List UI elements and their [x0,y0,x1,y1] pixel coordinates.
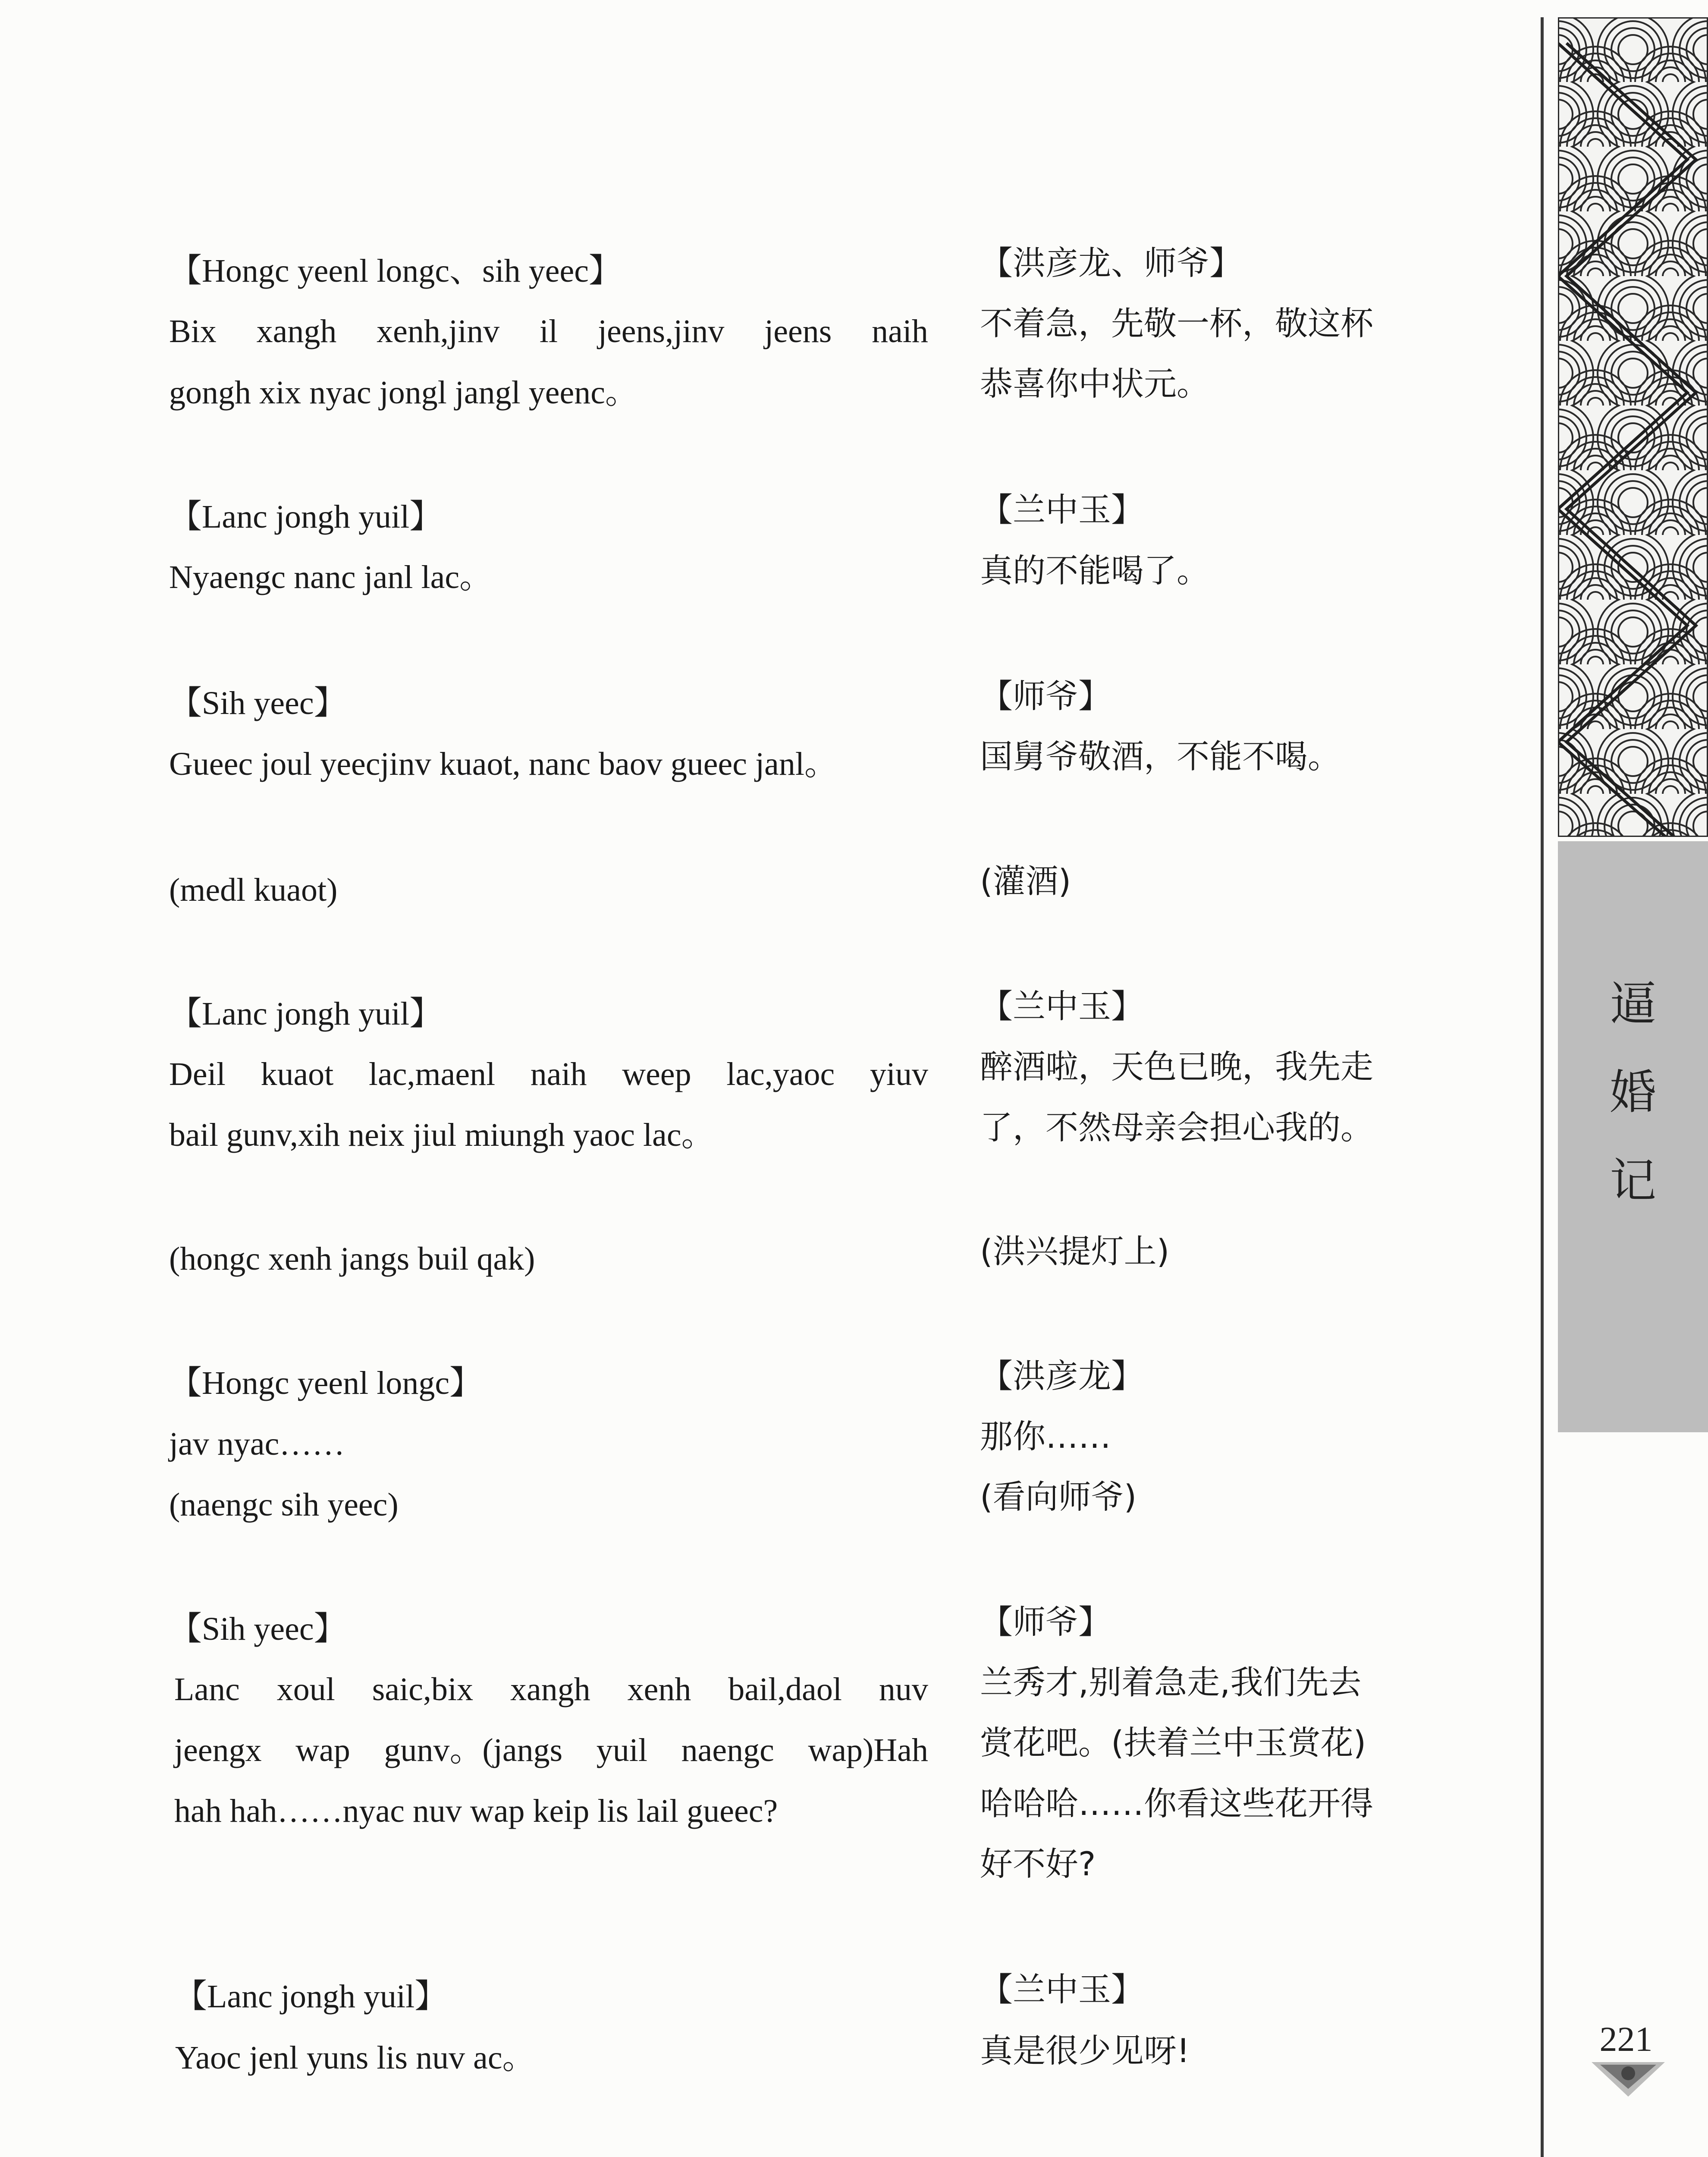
speaker-label: 【洪彦龙、师爷】 [980,244,1242,282]
chapter-title-char: 记 [1609,1154,1656,1208]
dialogue-line: 赏花吧。(扶着兰中玉赏花) [980,1723,1366,1762]
stage-direction: (medl kuaot) [169,872,338,908]
speaker-label: 【Hongc yeenl longc、sih yeec】 [169,253,622,289]
dialogue-line: 兰秀才,别着急走,我们先去 [980,1663,1362,1701]
stage-direction: (naengc sih yeec) [169,1487,399,1523]
speaker-label: 【Lanc jongh yuil】 [174,1978,448,2015]
dialogue-line: Nyaengc nanc janl lac。 [169,559,493,595]
word: xenh [627,1671,691,1707]
word: yiuv [870,1056,928,1092]
dialogue-line: hah hah……nyac nuv wap keip lis lail gueec? [174,1793,778,1829]
word: lac,yaoc [726,1056,835,1092]
speaker-label: 【Sih yeec】 [169,685,347,721]
dialogue-line: 哈哈哈……你看这些花开得 [980,1784,1373,1823]
word: lac,maenl [368,1056,496,1092]
dialogue-line: Gueec joul yeecjinv kuaot, nanc baov gueec janl。 [169,746,837,782]
chapter-title-char: 逼 [1609,977,1656,1031]
word: yuil [596,1732,648,1768]
stage-direction: (看向师爷) [980,1478,1137,1516]
chapter-title-char: 婚 [1609,1066,1656,1119]
dialogue-line [169,315,928,348]
stage-direction: (灌酒) [980,862,1071,900]
word: wap)Hah [808,1732,928,1768]
word: xangh [510,1671,590,1707]
word: kuaot [261,1056,334,1092]
page-number: 221 [1599,2019,1653,2059]
speaker-label: 【兰中玉】 [980,987,1144,1025]
dialogue-line: jav nyac…… [169,1426,345,1462]
margin-rule [1541,17,1544,2157]
word: naengc [681,1732,774,1768]
word: jeens [764,313,832,349]
speaker-label: 【Sih yeec】 [169,1611,347,1647]
word: jeengx [174,1732,262,1768]
word: jeens,jinv [597,313,725,349]
dialogue-line: gongh xix nyac jongl jangl yeenc。 [169,374,638,411]
wave-pattern-ornament [1558,17,1708,837]
dialogue-line: 不着急，先敬一杯，敬这杯 [980,304,1373,343]
dialogue-line: 恭喜你中状元。 [980,365,1209,403]
word: gunv。(jangs [384,1732,563,1768]
dialogue-line [174,1673,928,1706]
dialogue-line: Yaoc jenl yuns lis nuv ac。 [175,2040,535,2076]
speaker-label: 【Lanc jongh yuil】 [169,996,443,1032]
word: weep [622,1056,691,1092]
dialogue-line: 好不好? [980,1845,1096,1883]
speaker-label: 【师爷】 [980,1603,1111,1641]
dialogue-line: 国舅爷敬酒，不能不喝。 [980,737,1341,776]
dialogue-line: 醉酒啦，天色已晚，我先走 [980,1047,1373,1086]
speaker-label: 【Hongc yeenl longc】 [169,1365,483,1401]
word: naih [530,1056,587,1092]
word: bail,daol [728,1671,842,1707]
speaker-label: 【兰中玉】 [980,491,1144,529]
word: wap [295,1732,350,1768]
dialogue-line: bail gunv,xih neix jiul miungh yaoc lac。 [169,1117,714,1153]
word: xoul [276,1671,335,1707]
page-number-ornament-icon [1592,2062,1665,2101]
word: il [539,313,558,349]
word: nuv [879,1671,928,1707]
word: naih [872,313,928,349]
dialogue-line [174,1734,928,1767]
dialogue-line: 了，不然母亲会担心我的。 [980,1108,1373,1147]
word: xenh,jinv [377,313,500,349]
speaker-label: 【Lanc jongh yuil】 [169,499,443,535]
chapter-title-band [1558,841,1708,1432]
dialogue-line: 真是很少见呀! [980,2031,1190,2070]
stage-direction: (洪兴提灯上) [980,1232,1170,1270]
speaker-label: 【师爷】 [980,677,1111,715]
word: Bix [169,313,217,349]
speaker-label: 【兰中玉】 [980,1970,1144,2009]
word: saic,bix [372,1671,474,1707]
word: Deil [169,1056,226,1092]
dialogue-line [169,1058,928,1091]
word: xangh [256,313,337,349]
speaker-label: 【洪彦龙】 [980,1357,1144,1395]
dialogue-line: 那你…… [980,1417,1111,1456]
dialogue-line: 真的不能喝了。 [980,551,1209,590]
stage-direction: (hongc xenh jangs buil qak) [169,1241,535,1277]
word: Lanc [174,1671,240,1707]
